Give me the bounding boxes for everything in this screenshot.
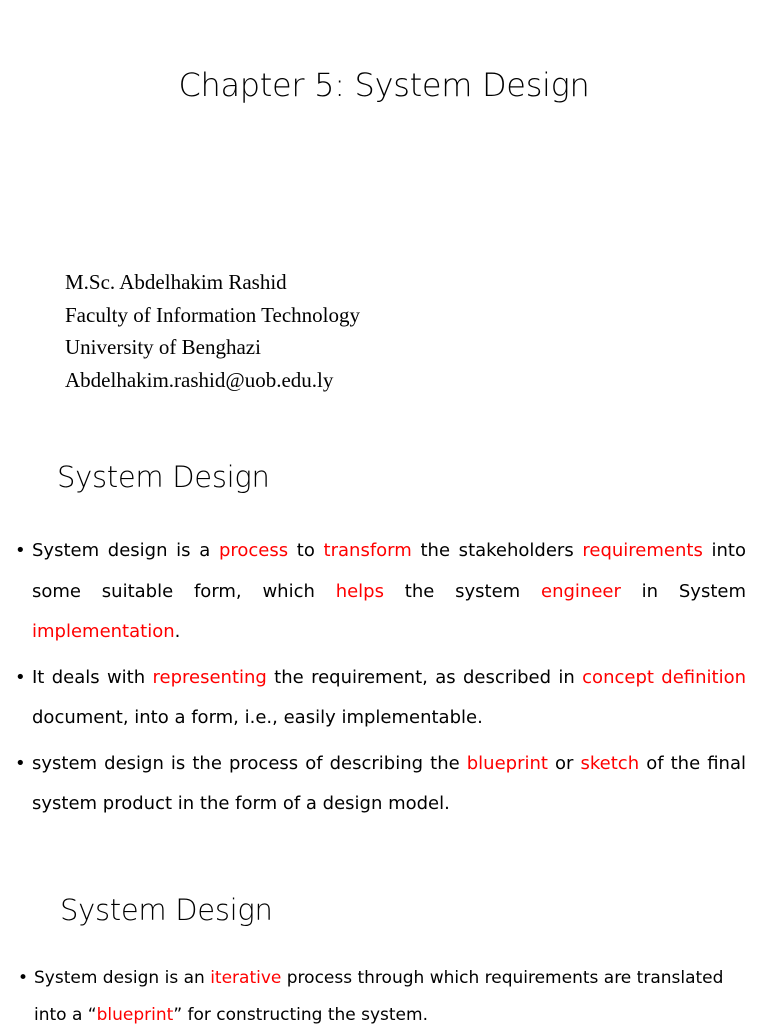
highlighted-term: blueprint bbox=[466, 752, 548, 774]
bullet-text: It deals with bbox=[32, 666, 153, 688]
bullet-item bbox=[34, 960, 754, 1024]
highlighted-term: process bbox=[218, 540, 289, 561]
highlighted-term: helps bbox=[335, 580, 384, 602]
chapter-title: Chapter 5: System Design bbox=[178, 66, 590, 104]
author-university: University of Benghazi bbox=[65, 335, 261, 359]
bullet-text: system design is the process of describing the bbox=[32, 752, 467, 774]
bullet-text: document, into a form, i.e., easily implementable. bbox=[32, 707, 483, 728]
bullet-item bbox=[32, 531, 746, 653]
highlighted-term: transform bbox=[323, 540, 412, 561]
author-email: Abdelhakim.rashid@uob.edu.ly bbox=[65, 367, 334, 392]
bullet-item bbox=[32, 744, 746, 825]
bullet-list bbox=[34, 960, 754, 1024]
bullet-text: into some suitable form, which bbox=[32, 540, 746, 602]
highlighted-term: engineer bbox=[541, 580, 621, 602]
slide-heading: System Design bbox=[60, 893, 273, 927]
highlighted-term: requirements bbox=[582, 540, 703, 561]
highlighted-term: representing bbox=[152, 666, 267, 688]
bullet-text: process through which requirements are translated into a “ bbox=[34, 968, 724, 1024]
bullet-item bbox=[32, 658, 746, 739]
author-block bbox=[65, 266, 360, 396]
bullet-text: or bbox=[547, 752, 581, 774]
bullet-text: in System bbox=[620, 580, 746, 602]
highlighted-term: implementation bbox=[32, 621, 175, 642]
bullet-text: the requirement, as described in bbox=[266, 666, 583, 688]
slide-system-design-1 bbox=[0, 430, 768, 860]
bullet-text: of the final system product in the form of a design model. bbox=[32, 752, 746, 814]
highlighted-term: iterative bbox=[210, 968, 282, 988]
slide-heading: System Design bbox=[57, 460, 270, 494]
slide-system-design-2 bbox=[0, 860, 768, 1024]
bullet-text: ” for constructing the system. bbox=[173, 1005, 428, 1024]
bullet-text: System design is a bbox=[32, 540, 219, 561]
bullet-text: the stakeholders bbox=[411, 540, 583, 561]
highlighted-term: concept definition bbox=[582, 666, 746, 688]
bullet-list bbox=[32, 531, 746, 830]
bullet-text: . bbox=[174, 621, 181, 642]
bullet-text: to bbox=[288, 540, 324, 561]
bullet-text: System design is an bbox=[34, 968, 211, 988]
author-name: M.Sc. Abdelhakim Rashid bbox=[65, 270, 287, 294]
bullet-text: the system bbox=[383, 580, 541, 602]
slide-title bbox=[0, 0, 768, 430]
highlighted-term: sketch bbox=[580, 752, 640, 774]
highlighted-term: blueprint bbox=[96, 1005, 174, 1024]
author-faculty: Faculty of Information Technology bbox=[65, 302, 360, 327]
